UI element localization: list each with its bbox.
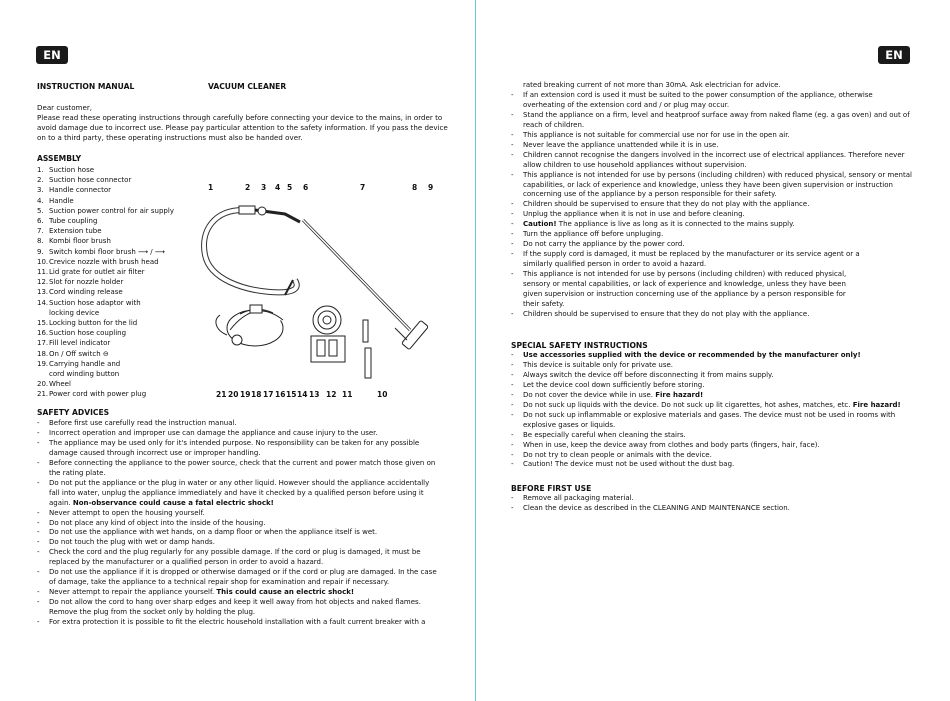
assembly-item-number: 8. bbox=[37, 237, 44, 246]
list-item bbox=[511, 504, 790, 514]
list-item bbox=[511, 181, 912, 191]
item-text: Never attempt to repair the appliance yourself. bbox=[49, 588, 217, 597]
item-text: This appliance is not intended for use by persons (including children) with reduced physical, sensory or mental bbox=[523, 170, 912, 179]
list-item bbox=[511, 441, 901, 451]
assembly-item-number: 6. bbox=[37, 217, 44, 226]
list-item bbox=[511, 171, 912, 181]
assembly-item-label: Tube coupling bbox=[49, 217, 98, 226]
list-item bbox=[37, 538, 437, 548]
diagram-callout-number: 2 bbox=[245, 183, 251, 192]
greeting: Dear customer, bbox=[37, 103, 93, 112]
list-item bbox=[37, 588, 437, 598]
assembly-item bbox=[37, 359, 174, 369]
item-text: their safety. bbox=[523, 299, 565, 308]
bold-warning: Caution! bbox=[523, 220, 557, 229]
before-first-use-list bbox=[511, 494, 790, 514]
vacuum-cleaner-diagram bbox=[195, 180, 435, 395]
language-badge: EN bbox=[878, 46, 910, 64]
assembly-item-label: Extension tube bbox=[49, 227, 102, 236]
assembly-item-label: Crevice nozzle with brush head bbox=[49, 257, 159, 266]
assembly-item-number: 20. bbox=[37, 380, 49, 389]
assembly-item bbox=[37, 247, 174, 257]
item-text: damage caused through incorrect use or improper handling. bbox=[49, 448, 261, 457]
assembly-item bbox=[37, 175, 174, 185]
assembly-item-number: 11. bbox=[37, 268, 49, 277]
assembly-item-number: 10. bbox=[37, 257, 49, 266]
assembly-item-label: Lid grate for outlet air filter bbox=[49, 268, 145, 277]
item-text: Do not suck up liquids with the device. Do not suck up lit cigarettes, hot ashes, matches, etc. bbox=[523, 400, 853, 409]
item-text: Do not touch the plug with wet or damp hands. bbox=[49, 538, 215, 547]
item-text: If an extension cord is used it must be suited to the power consumption of the appliance, otherwise bbox=[523, 90, 873, 99]
item-text: The appliance is live as long as it is connected to the mains supply. bbox=[556, 220, 795, 229]
list-item bbox=[37, 528, 437, 538]
assembly-item bbox=[37, 308, 174, 318]
list-item bbox=[37, 469, 437, 479]
assembly-item bbox=[37, 226, 174, 236]
item-text: replaced by the manufacturer or a qualified person in order to avoid a hazard. bbox=[49, 558, 324, 567]
special-safety-list bbox=[511, 351, 901, 470]
diagram-callout-number: 21 bbox=[216, 390, 227, 399]
assembly-item bbox=[37, 257, 174, 267]
item-text: sensory or mental capabilities, or lack of experience and knowledge, unless they have been bbox=[523, 280, 846, 289]
assembly-item-label: Handle bbox=[49, 196, 74, 205]
assembly-item bbox=[37, 216, 174, 226]
item-text: similarly qualified person in order to avoid a hazard. bbox=[523, 260, 707, 269]
list-item bbox=[511, 121, 912, 131]
list-item bbox=[511, 250, 912, 260]
list-item bbox=[37, 568, 437, 578]
item-text: Be especially careful when cleaning the stairs. bbox=[523, 430, 686, 439]
item-text: Check the cord and the plug regularly for any possible damage. If the cord or plug is damaged, it must be bbox=[49, 548, 421, 557]
item-text: Never leave the appliance unattended while it is in use. bbox=[523, 140, 719, 149]
assembly-item-number: 5. bbox=[37, 206, 44, 215]
list-item bbox=[511, 300, 912, 310]
list-item bbox=[37, 509, 437, 519]
item-text: Do not try to clean people or animals with the device. bbox=[523, 450, 712, 459]
item-text: This appliance is not suitable for commercial use nor for use in the open air. bbox=[523, 130, 790, 139]
list-item bbox=[511, 91, 912, 101]
item-text: rated breaking current of not more than 30mA. Ask electrician for advice. bbox=[523, 81, 781, 89]
item-text: Unplug the appliance when it is not in use and before cleaning. bbox=[523, 210, 745, 219]
list-item bbox=[511, 111, 912, 121]
assembly-item-number: 1. bbox=[37, 166, 44, 174]
item-text: fall into water, unplug the appliance immediately and have it checked by a qualified person before using it bbox=[49, 488, 424, 497]
item-text: capabilities, or lack of experience and knowledge, unless they have been given supervision or instruction bbox=[523, 180, 893, 189]
item-text: When in use, keep the device away from clothes and body parts (fingers, hair, face). bbox=[523, 440, 820, 449]
item-text: again. bbox=[49, 498, 73, 507]
assembly-item bbox=[37, 236, 174, 246]
diagram-callout-number: 1 bbox=[208, 183, 214, 192]
diagram-callout-number: 19 bbox=[240, 390, 251, 399]
diagram-callout-number: 10 bbox=[377, 390, 388, 399]
bold-warning: Non-observance could cause a fatal electric shock! bbox=[72, 498, 274, 507]
list-item bbox=[511, 190, 912, 200]
product-name: VACUUM CLEANER bbox=[208, 82, 287, 91]
list-item bbox=[37, 459, 437, 469]
list-item bbox=[37, 608, 437, 618]
list-item bbox=[511, 451, 901, 461]
assembly-item bbox=[37, 379, 174, 389]
item-text: reach of children. bbox=[523, 120, 585, 129]
assembly-item-label: Suction hose bbox=[49, 166, 95, 174]
item-text: Children should be supervised to ensure that they do not play with the appliance. bbox=[523, 309, 810, 318]
assembly-item-label: Kombi floor brush bbox=[49, 237, 111, 246]
assembly-item-label: Power cord with power plug bbox=[49, 390, 147, 399]
assembly-item-number: 9. bbox=[37, 247, 44, 256]
list-item bbox=[37, 578, 437, 588]
special-safety-heading: SPECIAL SAFETY INSTRUCTIONS bbox=[511, 341, 648, 350]
assembly-item-number: 3. bbox=[37, 186, 44, 195]
assembly-item-label: Slot for nozzle holder bbox=[49, 278, 124, 287]
list-item bbox=[511, 240, 912, 250]
item-text: Let the device cool down sufficiently before storing. bbox=[523, 380, 705, 389]
assembly-item-label: cord winding button bbox=[49, 370, 120, 379]
bold-warning: This could cause an electric shock! bbox=[216, 588, 355, 597]
assembly-item bbox=[37, 287, 174, 297]
item-text: Do not use the appliance with wet hands, on a damp floor or when the appliance itself is wet. bbox=[49, 528, 378, 537]
item-text: Never attempt to open the housing yourself. bbox=[49, 508, 205, 517]
list-item bbox=[511, 141, 912, 151]
item-text: Do not put the appliance or the plug in water or any other liquid. However should the appliance accidentally bbox=[49, 478, 430, 487]
assembly-heading: ASSEMBLY bbox=[37, 154, 82, 163]
item-text: Turn the appliance off before unpluging. bbox=[523, 230, 664, 239]
item-text: of damage, take the appliance to a technical repair shop for examination and repair if necessary. bbox=[49, 578, 390, 587]
list-item bbox=[511, 161, 912, 171]
safety-continued-list bbox=[511, 81, 912, 320]
assembly-item bbox=[37, 389, 174, 399]
list-item bbox=[511, 361, 901, 371]
list-item bbox=[511, 371, 901, 381]
safety-list bbox=[37, 419, 437, 628]
list-item bbox=[511, 151, 912, 161]
item-text: Clean the device as described in the CLEANING AND MAINTENANCE section. bbox=[523, 503, 790, 512]
intro-line: Please read these operating instructions through carefully before connecting your device to the mains, in order to bbox=[37, 113, 443, 122]
list-item bbox=[511, 101, 912, 111]
item-text: Do not use the appliance if it is dropped or otherwise damaged or if the cord or plug are damaged. In the case bbox=[49, 568, 437, 577]
diagram-callout-number: 13 bbox=[309, 390, 320, 399]
list-item bbox=[37, 548, 437, 558]
list-item bbox=[511, 220, 912, 230]
intro-line: on to a third party, these operating instructions must also be handed over. bbox=[37, 132, 303, 142]
list-item bbox=[511, 494, 790, 504]
item-text: Remove all packaging material. bbox=[523, 494, 634, 502]
item-text: Do not carry the appliance by the power cord. bbox=[523, 240, 685, 249]
list-item bbox=[37, 419, 437, 429]
diagram-callout-number: 5 bbox=[287, 183, 293, 192]
assembly-item-number: 7. bbox=[37, 227, 44, 236]
list-item bbox=[511, 270, 912, 280]
bold-warning: Fire hazard! bbox=[655, 390, 704, 399]
assembly-item-label: Fill level indicator bbox=[49, 339, 111, 348]
assembly-item-label: Handle connector bbox=[49, 186, 111, 195]
assembly-item-label: Locking button for the lid bbox=[49, 319, 138, 328]
before-first-use-heading: BEFORE FIRST USE bbox=[511, 484, 592, 493]
assembly-item-label: Carrying handle and bbox=[49, 359, 121, 368]
assembly-item bbox=[37, 328, 174, 338]
assembly-item-number: 15. bbox=[37, 319, 49, 328]
item-text: Do not suck up inflammable or explosive materials and gases. The device must not be used in rooms with bbox=[523, 410, 896, 419]
manual-title: INSTRUCTION MANUAL bbox=[37, 82, 135, 91]
assembly-item-number: 14. bbox=[37, 298, 49, 307]
diagram-callout-number: 6 bbox=[303, 183, 309, 192]
list-item bbox=[511, 310, 912, 320]
diagram-callout-number: 4 bbox=[275, 183, 281, 192]
list-item bbox=[511, 401, 901, 411]
assembly-list bbox=[37, 165, 174, 400]
assembly-item-label: locking device bbox=[49, 308, 100, 317]
diagram-callout-number: 11 bbox=[342, 390, 353, 399]
list-item bbox=[37, 499, 437, 509]
list-item bbox=[511, 290, 912, 300]
intro-line: avoid damage due to incorrect use. Please pay particular attention to the safety information. If you pass the device bbox=[37, 122, 448, 132]
assembly-item bbox=[37, 298, 174, 308]
assembly-item bbox=[37, 196, 174, 206]
assembly-item bbox=[37, 267, 174, 277]
assembly-item-label: Cord winding release bbox=[49, 288, 123, 297]
item-text: allow children to use household appliances without supervision. bbox=[523, 160, 747, 169]
assembly-item-number: 4. bbox=[37, 196, 44, 205]
diagram-callout-number: 15 bbox=[286, 390, 297, 399]
list-item bbox=[37, 439, 437, 449]
assembly-item-number: 17. bbox=[37, 339, 49, 348]
assembly-item-label: Switch kombi floor brush ⟶ / ⟶ bbox=[49, 247, 165, 256]
item-text: Do not allow the cord to hang over sharp edges and keep it well away from hot objects and naked flames. bbox=[49, 598, 421, 607]
assembly-item bbox=[37, 338, 174, 348]
list-item bbox=[511, 280, 912, 290]
bold-warning: Use accessories supplied with the device or recommended by the manufacturer only! bbox=[523, 351, 861, 359]
list-item bbox=[511, 391, 901, 401]
diagram-callout-number: 14 bbox=[297, 390, 308, 399]
assembly-item-number: 18. bbox=[37, 349, 49, 358]
diagram-callout-number: 8 bbox=[412, 183, 418, 192]
assembly-item-label: On / Off switch ⊖ bbox=[49, 349, 109, 358]
list-item bbox=[37, 429, 437, 439]
assembly-item-number: 12. bbox=[37, 278, 49, 287]
assembly-item bbox=[37, 165, 174, 175]
list-item bbox=[511, 381, 901, 391]
assembly-item-label: Suction hose coupling bbox=[49, 329, 127, 338]
item-text: The appliance may be used only for it's intended purpose. No responsibility can be taken for any possible bbox=[49, 438, 420, 447]
assembly-item bbox=[37, 349, 174, 359]
diagram-callout-number: 18 bbox=[251, 390, 262, 399]
item-text: This device is suitable only for private use. bbox=[523, 360, 674, 369]
assembly-item-number: 2. bbox=[37, 176, 44, 185]
diagram-callout-number: 17 bbox=[263, 390, 274, 399]
assembly-item-label: Suction hose connector bbox=[49, 176, 132, 185]
item-text: given supervision or instruction concerning use of the appliance by a person responsible for bbox=[523, 290, 846, 299]
item-text: Incorrect operation and improper use can damage the appliance and cause injury to the user. bbox=[49, 428, 378, 437]
item-text: Do not cover the device while in use. bbox=[523, 390, 656, 399]
list-item bbox=[511, 230, 912, 240]
diagram-callout-number: 7 bbox=[360, 183, 366, 192]
assembly-item-number: 21. bbox=[37, 390, 49, 399]
assembly-item bbox=[37, 185, 174, 195]
list-item bbox=[511, 131, 912, 141]
list-item bbox=[37, 489, 437, 499]
list-item bbox=[511, 431, 901, 441]
item-text: concerning use of the appliance by a person responsible for their safety. bbox=[523, 190, 777, 199]
item-text: For extra protection it is possible to fit the electric household installation with a fault current breaker with a bbox=[49, 618, 426, 627]
item-text: This appliance is not intended for use by persons (including children) with reduced physical, bbox=[523, 270, 847, 279]
list-item bbox=[511, 260, 912, 270]
assembly-item bbox=[37, 277, 174, 287]
diagram-callout-number: 20 bbox=[228, 390, 239, 399]
item-text: Children should be supervised to ensure that they do not play with the appliance. bbox=[523, 200, 810, 209]
intro-paragraph bbox=[37, 113, 448, 143]
diagram-callout-number: 16 bbox=[275, 390, 286, 399]
list-item bbox=[511, 81, 912, 91]
list-item bbox=[511, 200, 912, 210]
list-item bbox=[511, 210, 912, 220]
list-item bbox=[37, 519, 437, 529]
assembly-item-label: Suction hose adaptor with bbox=[49, 298, 141, 307]
list-item bbox=[37, 558, 437, 568]
item-text: Children cannot recognise the dangers involved in the incorrect use of electrical appliances. Therefore never bbox=[523, 150, 905, 159]
item-text: Stand the appliance on a firm, level and heatproof surface away from naked flame (eg. a gas oven) and out of bbox=[523, 110, 910, 119]
list-item bbox=[511, 460, 901, 470]
assembly-item-number: 16. bbox=[37, 329, 49, 338]
item-text: Do not place any kind of object into the inside of the housing. bbox=[49, 518, 266, 527]
item-text: If the supply cord is damaged, it must be replaced by the manufacturer or its service agent or a bbox=[523, 250, 860, 259]
item-text: Always switch the device off before disconnecting it from mains supply. bbox=[523, 370, 774, 379]
right-page bbox=[476, 0, 950, 701]
assembly-item bbox=[37, 318, 174, 328]
language-badge: EN bbox=[36, 46, 68, 64]
assembly-item-number: 13. bbox=[37, 288, 49, 297]
list-item bbox=[37, 479, 437, 489]
assembly-item bbox=[37, 369, 174, 379]
list-item bbox=[37, 449, 437, 459]
item-text: Before connecting the appliance to the power source, check that the current and power match those given on bbox=[49, 458, 436, 467]
item-text: explosive gases or liquids. bbox=[523, 420, 616, 429]
safety-heading: SAFETY ADVICES bbox=[37, 408, 110, 417]
list-item bbox=[511, 411, 901, 421]
assembly-item bbox=[37, 206, 174, 216]
diagram-callout-number: 9 bbox=[428, 183, 434, 192]
assembly-item-label: Wheel bbox=[49, 380, 71, 389]
item-text: Before first use carefully read the instruction manual. bbox=[49, 419, 237, 427]
assembly-item-number: 19. bbox=[37, 359, 49, 368]
diagram-callout-number: 3 bbox=[261, 183, 267, 192]
bold-warning: Fire hazard! bbox=[852, 400, 901, 409]
list-item bbox=[37, 618, 437, 628]
item-text: Caution! The device must not be used without the dust bag. bbox=[523, 460, 735, 469]
item-text: overheating of the extension cord and / or plug may occur. bbox=[523, 100, 730, 109]
list-item bbox=[511, 351, 901, 361]
list-item bbox=[511, 421, 901, 431]
assembly-item-label: Suction power control for air supply bbox=[49, 206, 174, 215]
item-text: the rating plate. bbox=[49, 468, 106, 477]
diagram-callout-number: 12 bbox=[326, 390, 337, 399]
list-item bbox=[37, 598, 437, 608]
item-text: Remove the plug from the socket only by holding the plug. bbox=[49, 608, 256, 617]
